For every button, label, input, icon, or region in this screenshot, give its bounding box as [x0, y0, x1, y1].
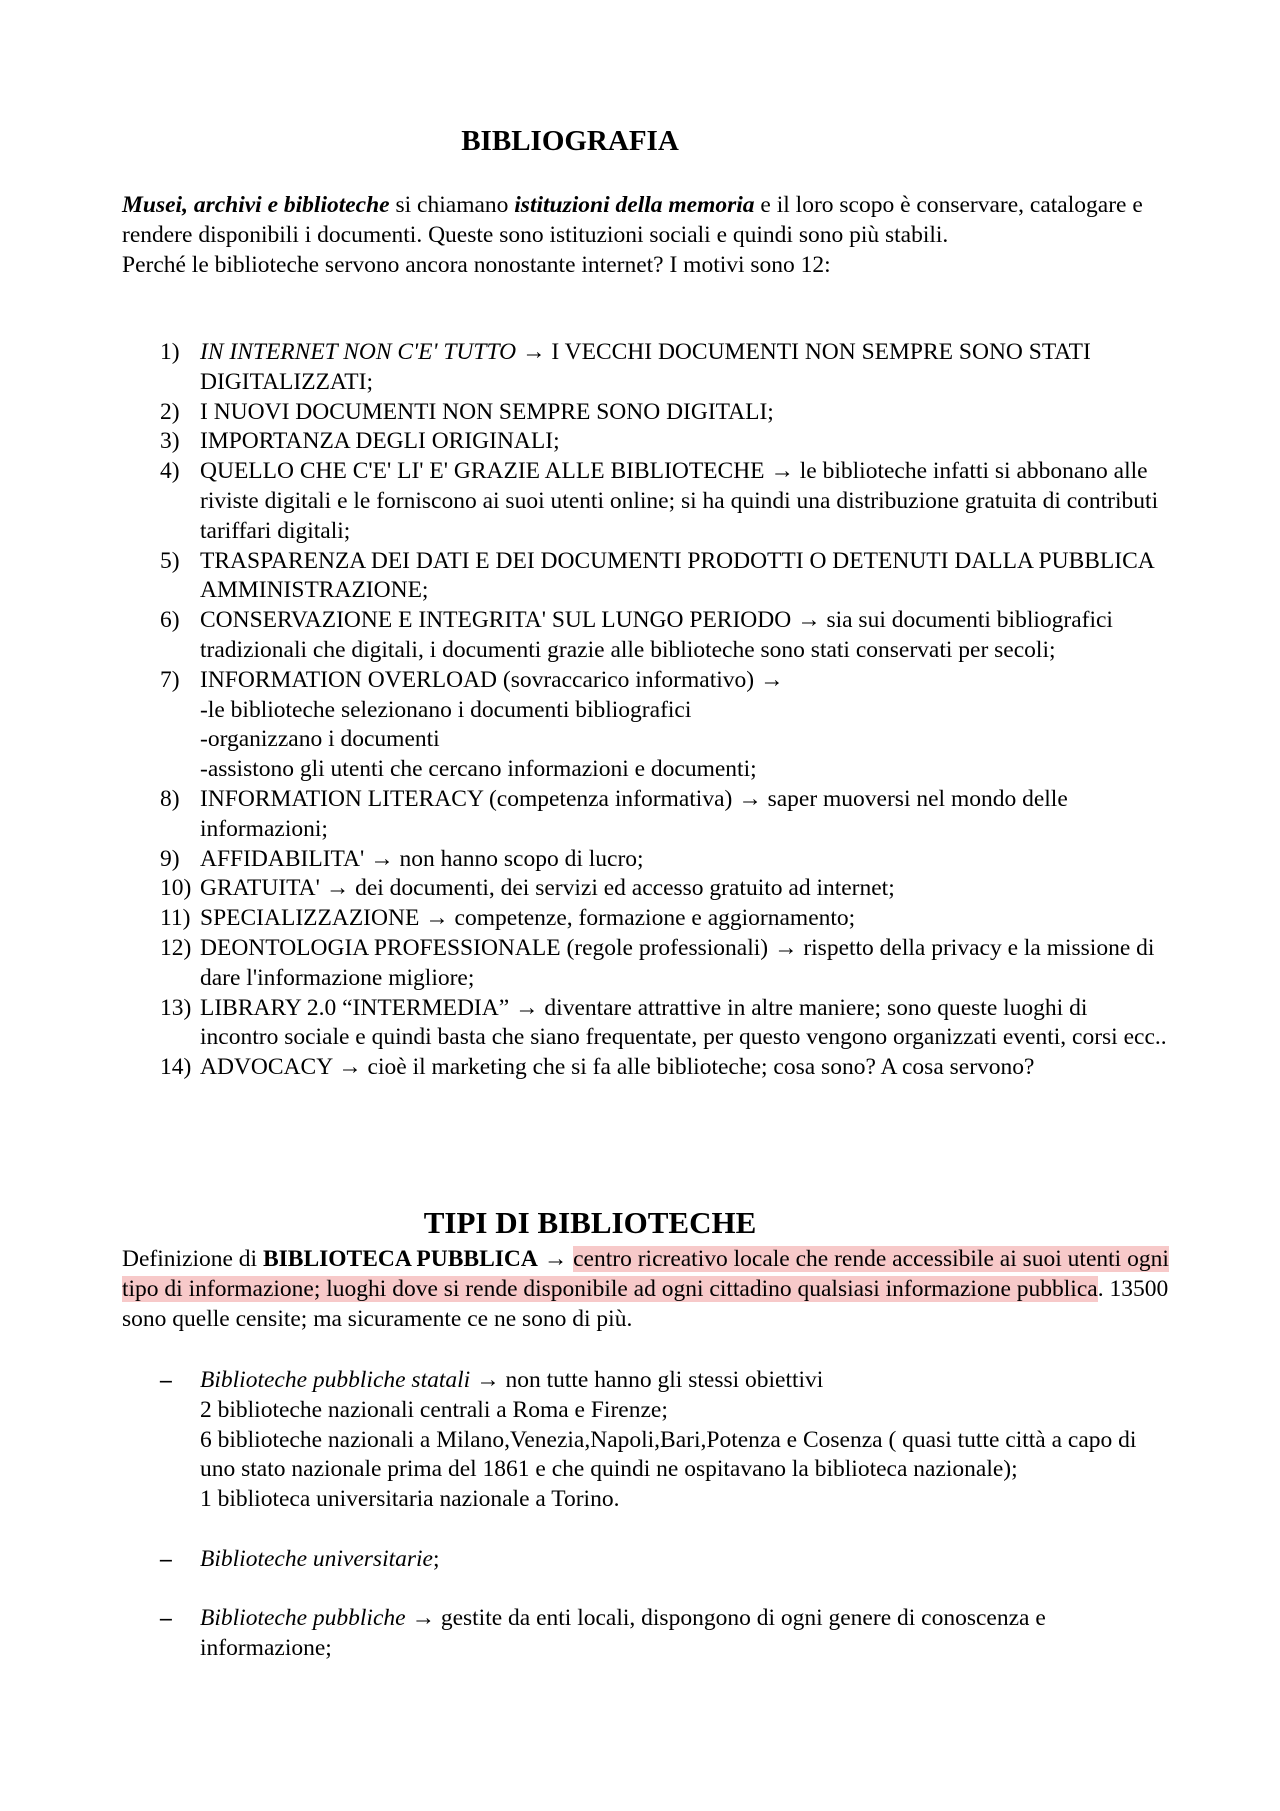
list-item-italic: IN INTERNET NON C'E' TUTTO: [200, 339, 517, 365]
list-item-number: 12): [160, 934, 192, 961]
list-item: [160, 994, 1170, 1054]
dash-bullet: –: [160, 1545, 172, 1572]
definition-arrow: →: [537, 1246, 574, 1272]
list-item-text: AFFIDABILITA' → non hanno scopo di lucro;: [200, 845, 644, 872]
list-item-text: GRATUITA' → dei documenti, dei servizi ed accesso gratuito ad internet;: [200, 875, 895, 902]
list-item-italic: Biblioteche pubbliche: [200, 1605, 406, 1632]
list-item-text: CONSERVAZIONE E INTEGRITA' SUL LUNGO PERIODO → sia sui documenti bibliografici tradizionali che digitali, i documenti grazie alle biblioteche sono stati conservati per secoli;: [200, 607, 1113, 663]
list-item: [160, 934, 1170, 994]
list-item-subline: -le biblioteche selezionano i documenti bibliografici: [200, 696, 692, 723]
intro-bold-italic-2: istituzioni della memoria: [514, 192, 755, 218]
list-item-subline: -assistono gli utenti che cercano informazioni e documenti;: [200, 756, 757, 783]
list-item: [160, 398, 1170, 428]
list-item: [160, 845, 1170, 875]
list-item-number: 8): [160, 785, 180, 812]
list-item-number: 1): [160, 339, 180, 365]
list-item-text: SPECIALIZZAZIONE → competenze, formazione e aggiornamento;: [200, 905, 856, 932]
definition-paragraph: [122, 1245, 1172, 1334]
list-item-number: 13): [160, 994, 192, 1021]
list-item-text: DEONTOLOGIA PROFESSIONALE (regole professionali) → rispetto della privacy e la missione di dare l'informazione migliore;: [200, 934, 1155, 991]
list-item: [160, 666, 1170, 785]
page-title: BIBLIOGRAFIA: [461, 125, 679, 157]
list-item-italic: Biblioteche pubbliche statali: [200, 1367, 471, 1393]
list-item-text: → I VECCHI DOCUMENTI NON SEMPRE SONO STATI DIGITALIZZATI;: [200, 339, 1091, 395]
list-item-text: TRASPARENZA DEI DATI E DEI DOCUMENTI PRODOTTI O DETENUTI DALLA PUBBLICA AMMINISTRAZIONE;: [200, 547, 1154, 604]
list-item-number: 14): [160, 1054, 192, 1081]
list-item-subline: 2 biblioteche nazionali centrali a Roma e Firenze;: [200, 1396, 668, 1423]
list-item-text: I NUOVI DOCUMENTI NON SEMPRE SONO DIGITALI;: [200, 398, 774, 425]
list-item: [160, 338, 1170, 398]
intro-bold-italic-1: Musei, archivi e biblioteche: [122, 192, 390, 218]
list-item-text: LIBRARY 2.0 “INTERMEDIA” → diventare attrattive in altre maniere; sono queste luoghi di incontro sociale e quindi basta che siano frequentate, per questo vengono organizzati eventi, corsi ecc..: [200, 994, 1167, 1051]
list-item-text: IMPORTANZA DEGLI ORIGINALI;: [200, 428, 560, 455]
list-item: [160, 874, 1170, 904]
intro-text-1: si chiamano: [389, 192, 515, 218]
list-item-text: → gestite da enti locali, dispongono di ogni genere di conoscenza e informazione;: [200, 1605, 1046, 1662]
list-item-number: 3): [160, 428, 180, 455]
list-item: [160, 1604, 1170, 1664]
list-item-number: 6): [160, 607, 180, 634]
list-item-italic: Biblioteche universitarie: [200, 1545, 433, 1572]
section-title: TIPI DI BIBLIOTECHE: [423, 1205, 757, 1240]
intro-paragraph: [122, 191, 1172, 280]
list-item-text: ;: [432, 1545, 440, 1572]
list-item: [160, 547, 1170, 607]
list-item-number: 7): [160, 666, 180, 693]
list-item-number: 11): [160, 905, 191, 932]
list-item-text: INFORMATION LITERACY (competenza informativa) → saper muoversi nel mondo delle informazioni;: [200, 785, 1068, 842]
intro-question: Perché le biblioteche servono ancora nonostante internet? I motivi sono 12:: [122, 251, 831, 278]
list-item-number: 10): [160, 875, 192, 902]
list-item-number: 9): [160, 845, 180, 872]
definition-term: BIBLIOTECA PUBBLICA: [262, 1246, 538, 1272]
definition-prefix: Definizione di: [122, 1246, 263, 1272]
tipi-list: [160, 1366, 1170, 1694]
list-item: [160, 904, 1170, 934]
definition-rest: . 13500 sono quelle censite; ma sicuramente ce ne sono di più.: [122, 1275, 1169, 1332]
list-item: [160, 606, 1170, 666]
list-item-text: INFORMATION OVERLOAD (sovraccarico informativo) →: [200, 666, 784, 693]
list-item-subline: -organizzano i documenti: [200, 726, 440, 753]
list-item-subline: 6 biblioteche nazionali a Milano,Venezia,Napoli,Bari,Potenza e Cosenza ( quasi tutte città a capo di uno stato nazionale prima del 1861 e che quindi ne ospitavano la biblioteca nazionale);: [200, 1426, 1137, 1483]
list-item-number: 2): [160, 398, 180, 425]
highlighted-text: centro ricreativo locale che rende accessibile ai suoi utenti ogni tipo di informazione; luoghi dove si rende disponibile ad ogni cittadino qualsiasi informazione pubblica: [122, 1246, 1169, 1302]
dash-bullet: –: [160, 1367, 172, 1393]
list-item: [160, 1545, 1170, 1575]
list-item-text: QUELLO CHE C'E' LI' E' GRAZIE ALLE BIBLIOTECHE → le biblioteche infatti si abbonano alle riviste digitali e le forniscono ai suoi utenti online; si ha quindi una distribuzione gratuita di contributi tariffari digitali;: [200, 458, 1159, 544]
list-item-text: ADVOCACY → cioè il marketing che si fa alle biblioteche; cosa sono? A cosa servono?: [200, 1054, 1035, 1081]
list-item-text: → non tutte hanno gli stessi obiettivi: [470, 1367, 824, 1393]
list-item-number: 5): [160, 547, 180, 574]
list-item-subline: 1 biblioteca universitaria nazionale a Torino.: [200, 1486, 620, 1513]
list-item: [160, 785, 1170, 845]
list-item: [160, 1053, 1170, 1083]
intro-text-2: e il loro scopo è conservare, catalogare e rendere disponibili i documenti. Queste sono istituzioni sociali e quindi sono più stabili.: [122, 192, 1143, 248]
dash-bullet: –: [160, 1605, 172, 1632]
list-item: [160, 1366, 1170, 1515]
list-item: [160, 427, 1170, 457]
motivi-list: [160, 338, 1170, 1083]
list-item: [160, 457, 1170, 546]
list-item-number: 4): [160, 458, 180, 485]
